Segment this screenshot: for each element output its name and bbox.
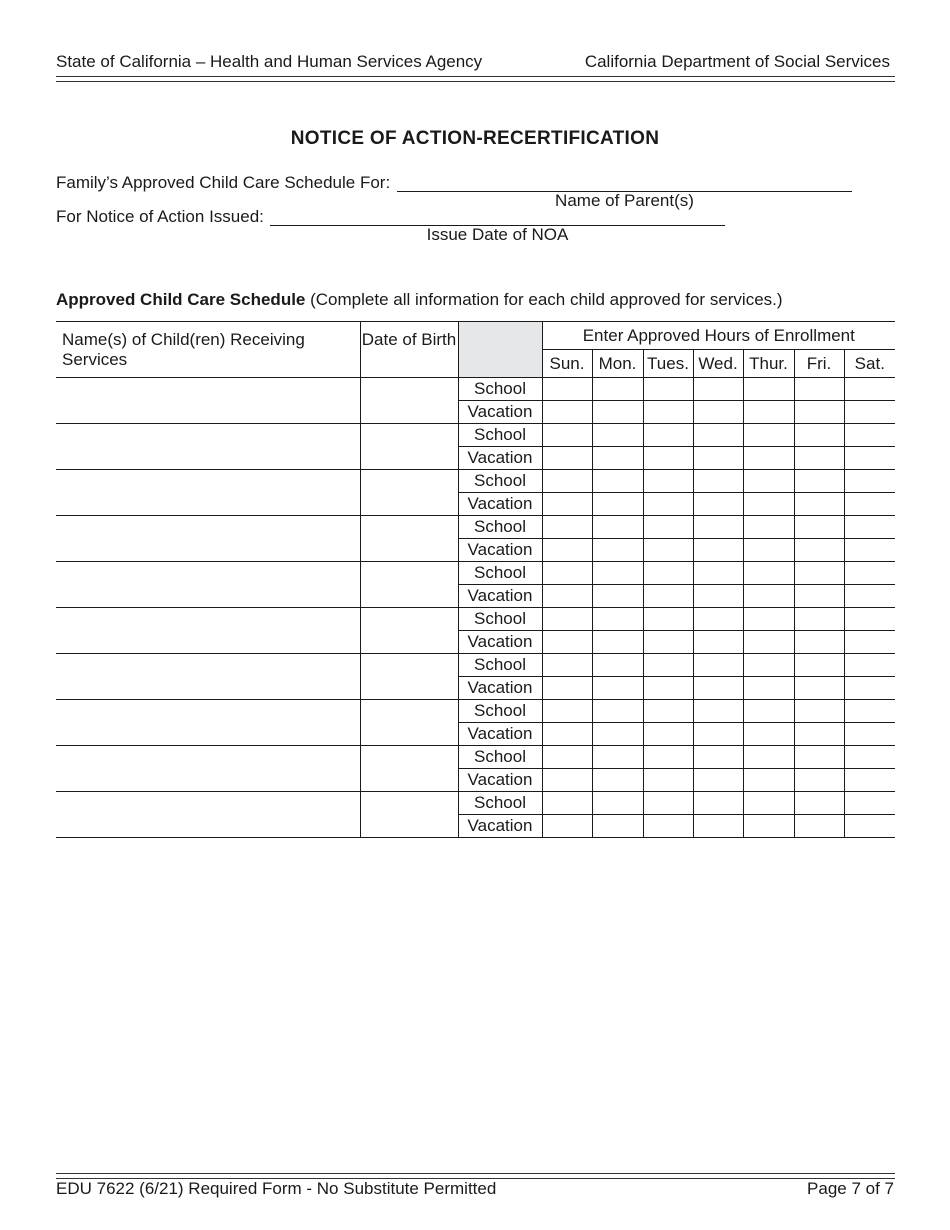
hours-cell-sat[interactable]	[844, 792, 895, 815]
schedule-for-label: Family’s Approved Child Care Schedule For:	[56, 173, 391, 192]
hours-cell-fri[interactable]	[794, 585, 844, 608]
hours-cell-wed[interactable]	[693, 677, 743, 700]
hours-cell-fri[interactable]	[794, 401, 844, 424]
hours-cell-thu[interactable]	[743, 608, 794, 631]
hours-cell-sun[interactable]	[542, 700, 592, 723]
vacation-label: Vacation	[458, 631, 542, 654]
hours-cell-tue[interactable]	[643, 815, 693, 838]
hours-cell-sun[interactable]	[542, 608, 592, 631]
hours-cell-fri[interactable]	[794, 608, 844, 631]
hours-cell-sat[interactable]	[844, 378, 895, 401]
vacation-label: Vacation	[458, 401, 542, 424]
hours-cell-mon[interactable]	[592, 378, 643, 401]
child-name-cell[interactable]	[56, 700, 360, 746]
hours-cell-sun[interactable]	[542, 539, 592, 562]
hours-cell-sun[interactable]	[542, 470, 592, 493]
child-dob-cell[interactable]	[360, 746, 458, 792]
hours-cell-wed[interactable]	[693, 792, 743, 815]
hours-cell-mon[interactable]	[592, 585, 643, 608]
hours-cell-thu[interactable]	[743, 516, 794, 539]
hours-cell-sat[interactable]	[844, 539, 895, 562]
school-label: School	[458, 470, 542, 493]
child-name-cell[interactable]	[56, 792, 360, 838]
hours-cell-sat[interactable]	[844, 723, 895, 746]
noa-issued-label: For Notice of Action Issued:	[56, 207, 264, 226]
period-header	[458, 322, 542, 378]
noa-date-input[interactable]	[271, 206, 725, 226]
hours-cell-thu[interactable]	[743, 562, 794, 585]
child-dob-cell[interactable]	[360, 424, 458, 470]
school-label: School	[458, 700, 542, 723]
hours-cell-sat[interactable]	[844, 447, 895, 470]
day-header-fri: Fri.	[794, 350, 844, 378]
hours-cell-tue[interactable]	[643, 516, 693, 539]
table-row	[56, 424, 895, 447]
table-row	[56, 562, 895, 585]
child-name-cell[interactable]	[56, 424, 360, 470]
vacation-label: Vacation	[458, 539, 542, 562]
hours-cell-tue[interactable]	[643, 401, 693, 424]
hours-cell-tue[interactable]	[643, 493, 693, 516]
hours-cell-tue[interactable]	[643, 769, 693, 792]
schedule-section-heading	[56, 290, 783, 310]
table-row	[56, 746, 895, 769]
hours-cell-tue[interactable]	[643, 424, 693, 447]
hours-cell-wed[interactable]	[693, 562, 743, 585]
hours-cell-sun[interactable]	[542, 424, 592, 447]
child-name-cell[interactable]	[56, 608, 360, 654]
hours-cell-fri[interactable]	[794, 470, 844, 493]
table-row	[56, 792, 895, 815]
hours-cell-wed[interactable]	[693, 447, 743, 470]
child-dob-cell[interactable]	[360, 608, 458, 654]
hours-cell-sun[interactable]	[542, 723, 592, 746]
hours-cell-wed[interactable]	[693, 470, 743, 493]
hours-cell-tue[interactable]	[643, 470, 693, 493]
table-row	[56, 654, 895, 677]
hours-cell-wed[interactable]	[693, 608, 743, 631]
day-header-tue: Tues.	[643, 350, 693, 378]
child-name-cell[interactable]	[56, 516, 360, 562]
school-label: School	[458, 378, 542, 401]
hours-cell-sun[interactable]	[542, 677, 592, 700]
hours-cell-mon[interactable]	[592, 493, 643, 516]
hours-cell-sat[interactable]	[844, 562, 895, 585]
hours-cell-thu[interactable]	[743, 585, 794, 608]
hours-cell-tue[interactable]	[643, 608, 693, 631]
hours-cell-sun[interactable]	[542, 654, 592, 677]
child-dob-cell[interactable]	[360, 562, 458, 608]
school-label: School	[458, 608, 542, 631]
hours-cell-fri[interactable]	[794, 493, 844, 516]
hours-cell-fri[interactable]	[794, 654, 844, 677]
table-row	[56, 470, 895, 493]
hours-cell-mon[interactable]	[592, 470, 643, 493]
hours-cell-mon[interactable]	[592, 562, 643, 585]
school-label: School	[458, 562, 542, 585]
hours-cell-thu[interactable]	[743, 470, 794, 493]
hours-cell-sat[interactable]	[844, 401, 895, 424]
hours-cell-thu[interactable]	[743, 677, 794, 700]
schedule-heading-instructions: (Complete all information for each child approved for services.)	[305, 290, 783, 309]
schedule-heading-bold: Approved Child Care Schedule	[56, 290, 306, 309]
hours-cell-wed[interactable]	[693, 424, 743, 447]
hours-cell-tue[interactable]	[643, 700, 693, 723]
hours-cell-tue[interactable]	[643, 792, 693, 815]
hours-cell-wed[interactable]	[693, 539, 743, 562]
hours-cell-wed[interactable]	[693, 493, 743, 516]
header-divider	[56, 76, 895, 82]
hours-cell-sun[interactable]	[542, 769, 592, 792]
hours-cell-fri[interactable]	[794, 631, 844, 654]
hours-cell-wed[interactable]	[693, 585, 743, 608]
hours-cell-tue[interactable]	[643, 378, 693, 401]
hours-cell-tue[interactable]	[643, 654, 693, 677]
department-name: California Department of Social Services	[584, 52, 890, 71]
hours-cell-fri[interactable]	[794, 792, 844, 815]
child-dob-cell[interactable]	[360, 516, 458, 562]
child-dob-cell[interactable]	[360, 378, 458, 424]
hours-cell-wed[interactable]	[693, 654, 743, 677]
hours-cell-sun[interactable]	[542, 516, 592, 539]
hours-cell-mon[interactable]	[592, 723, 643, 746]
hours-cell-sat[interactable]	[844, 585, 895, 608]
hours-cell-sat[interactable]	[844, 815, 895, 838]
hours-cell-sun[interactable]	[542, 562, 592, 585]
hours-cell-tue[interactable]	[643, 631, 693, 654]
day-header-wed: Wed.	[693, 350, 743, 378]
hours-cell-tue[interactable]	[643, 447, 693, 470]
day-header-mon: Mon.	[592, 350, 643, 378]
enrollment-hours-header: Enter Approved Hours of Enrollment	[542, 322, 895, 350]
school-label: School	[458, 654, 542, 677]
school-label: School	[458, 792, 542, 815]
day-header-sun: Sun.	[542, 350, 592, 378]
hours-cell-sun[interactable]	[542, 493, 592, 516]
hours-cell-fri[interactable]	[794, 815, 844, 838]
table-row	[56, 516, 895, 539]
child-name-cell[interactable]	[56, 746, 360, 792]
hours-cell-wed[interactable]	[693, 700, 743, 723]
day-header-thu: Thur.	[743, 350, 794, 378]
hours-cell-tue[interactable]	[643, 677, 693, 700]
hours-cell-fri[interactable]	[794, 677, 844, 700]
hours-cell-mon[interactable]	[592, 654, 643, 677]
page-number: Page 7 of 7	[807, 1179, 894, 1198]
hours-cell-mon[interactable]	[592, 769, 643, 792]
hours-cell-wed[interactable]	[693, 815, 743, 838]
hours-cell-mon[interactable]	[592, 677, 643, 700]
hours-cell-mon[interactable]	[592, 401, 643, 424]
hours-cell-wed[interactable]	[693, 378, 743, 401]
hours-cell-fri[interactable]	[794, 769, 844, 792]
hours-cell-fri[interactable]	[794, 723, 844, 746]
hours-cell-sat[interactable]	[844, 608, 895, 631]
child-dob-cell[interactable]	[360, 700, 458, 746]
vacation-label: Vacation	[458, 769, 542, 792]
school-label: School	[458, 516, 542, 539]
hours-cell-mon[interactable]	[592, 700, 643, 723]
hours-cell-wed[interactable]	[693, 746, 743, 769]
parent-name-caption: Name of Parent(s)	[555, 191, 694, 210]
school-label: School	[458, 424, 542, 447]
hours-cell-tue[interactable]	[643, 562, 693, 585]
hours-cell-sun[interactable]	[542, 401, 592, 424]
hours-cell-tue[interactable]	[643, 585, 693, 608]
day-header-sat: Sat.	[844, 350, 895, 378]
form-title: NOTICE OF ACTION-RECERTIFICATION	[290, 128, 660, 149]
hours-cell-wed[interactable]	[693, 723, 743, 746]
hours-cell-thu[interactable]	[743, 654, 794, 677]
hours-cell-thu[interactable]	[743, 447, 794, 470]
hours-cell-fri[interactable]	[794, 447, 844, 470]
hours-cell-fri[interactable]	[794, 378, 844, 401]
hours-cell-tue[interactable]	[643, 746, 693, 769]
child-dob-cell[interactable]	[360, 470, 458, 516]
vacation-label: Vacation	[458, 585, 542, 608]
vacation-label: Vacation	[458, 677, 542, 700]
table-row	[56, 608, 895, 631]
vacation-label: Vacation	[458, 447, 542, 470]
hours-cell-sun[interactable]	[542, 746, 592, 769]
hours-cell-mon[interactable]	[592, 516, 643, 539]
hours-cell-sat[interactable]	[844, 493, 895, 516]
hours-cell-thu[interactable]	[743, 631, 794, 654]
hours-cell-mon[interactable]	[592, 792, 643, 815]
hours-cell-sat[interactable]	[844, 654, 895, 677]
hours-cell-sat[interactable]	[844, 516, 895, 539]
hours-cell-wed[interactable]	[693, 516, 743, 539]
child-name-cell[interactable]	[56, 470, 360, 516]
hours-cell-thu[interactable]	[743, 792, 794, 815]
child-dob-cell[interactable]	[360, 654, 458, 700]
date-of-birth-header: Date of Birth	[360, 322, 458, 378]
hours-cell-thu[interactable]	[743, 424, 794, 447]
table-row	[56, 700, 895, 723]
vacation-label: Vacation	[458, 723, 542, 746]
child-name-cell[interactable]	[56, 378, 360, 424]
hours-cell-wed[interactable]	[693, 769, 743, 792]
hours-cell-thu[interactable]	[743, 493, 794, 516]
hours-cell-sat[interactable]	[844, 424, 895, 447]
agency-name: State of California – Health and Human Services Agency	[56, 52, 483, 71]
school-label: School	[458, 746, 542, 769]
hours-cell-sun[interactable]	[542, 447, 592, 470]
hours-cell-sat[interactable]	[844, 631, 895, 654]
hours-cell-thu[interactable]	[743, 700, 794, 723]
hours-cell-sat[interactable]	[844, 769, 895, 792]
hours-cell-mon[interactable]	[592, 424, 643, 447]
table-row	[56, 378, 895, 401]
parent-name-input[interactable]	[398, 172, 852, 192]
hours-cell-wed[interactable]	[693, 631, 743, 654]
hours-cell-mon[interactable]	[592, 815, 643, 838]
hours-cell-sat[interactable]	[844, 700, 895, 723]
hours-cell-thu[interactable]	[743, 401, 794, 424]
hours-cell-fri[interactable]	[794, 516, 844, 539]
hours-cell-mon[interactable]	[592, 746, 643, 769]
noa-date-caption: Issue Date of NOA	[426, 225, 569, 244]
child-dob-cell[interactable]	[360, 792, 458, 838]
hours-cell-thu[interactable]	[743, 815, 794, 838]
hours-cell-tue[interactable]	[643, 539, 693, 562]
hours-cell-mon[interactable]	[592, 539, 643, 562]
hours-cell-fri[interactable]	[794, 539, 844, 562]
vacation-label: Vacation	[458, 815, 542, 838]
hours-cell-tue[interactable]	[643, 723, 693, 746]
hours-cell-sat[interactable]	[844, 677, 895, 700]
hours-cell-sun[interactable]	[542, 792, 592, 815]
hours-cell-thu[interactable]	[743, 539, 794, 562]
hours-cell-mon[interactable]	[592, 447, 643, 470]
hours-cell-thu[interactable]	[743, 723, 794, 746]
hours-cell-sun[interactable]	[542, 631, 592, 654]
children-name-header: Name(s) of Child(ren) Receiving Services	[56, 322, 360, 378]
hours-cell-sun[interactable]	[542, 378, 592, 401]
schedule-table	[56, 321, 895, 838]
hours-cell-mon[interactable]	[592, 631, 643, 654]
child-name-cell[interactable]	[56, 562, 360, 608]
hours-cell-wed[interactable]	[693, 401, 743, 424]
vacation-label: Vacation	[458, 493, 542, 516]
hours-cell-thu[interactable]	[743, 378, 794, 401]
hours-cell-fri[interactable]	[794, 424, 844, 447]
hours-cell-mon[interactable]	[592, 608, 643, 631]
hours-cell-sat[interactable]	[844, 470, 895, 493]
hours-cell-fri[interactable]	[794, 746, 844, 769]
hours-cell-thu[interactable]	[743, 769, 794, 792]
hours-cell-fri[interactable]	[794, 700, 844, 723]
hours-cell-sat[interactable]	[844, 746, 895, 769]
hours-cell-fri[interactable]	[794, 562, 844, 585]
hours-cell-thu[interactable]	[743, 746, 794, 769]
child-name-cell[interactable]	[56, 654, 360, 700]
hours-cell-sun[interactable]	[542, 585, 592, 608]
hours-cell-sun[interactable]	[542, 815, 592, 838]
form-id: EDU 7622 (6/21) Required Form - No Substitute Permitted	[56, 1179, 497, 1198]
